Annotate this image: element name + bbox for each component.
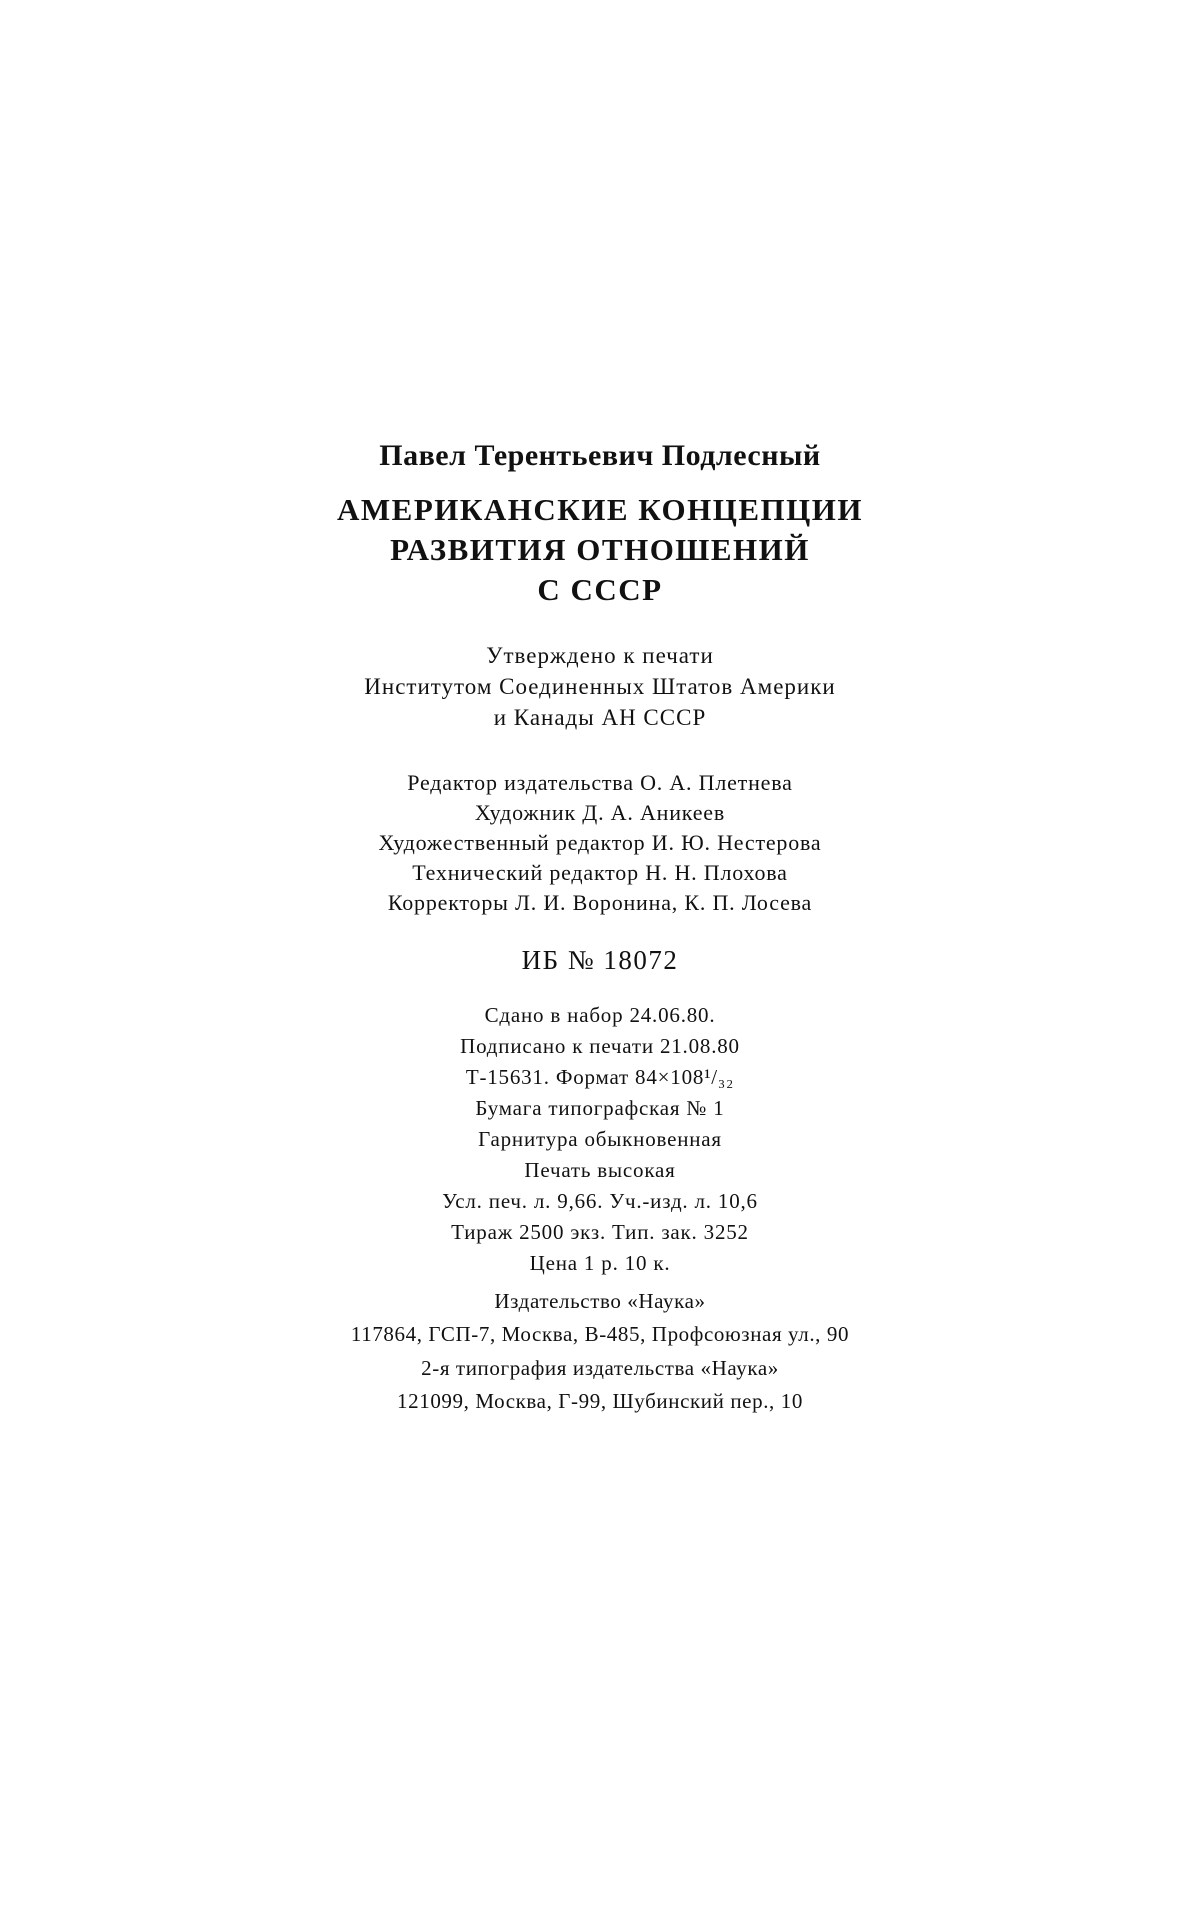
author-name-block (0, 436, 1200, 476)
printer-line: 2-я типография издательства «Наука» (421, 1356, 779, 1380)
staff-line: Художественный редактор И. Ю. Нестерова (378, 830, 822, 855)
print-detail-line: Бумага типографская № 1 (475, 1096, 725, 1120)
editorial-staff (0, 768, 1200, 918)
printer-address: 121099, Москва, Г-99, Шубинский пер., 10 (397, 1389, 803, 1413)
book-title (0, 490, 1200, 610)
approval-line: и Канады АН СССР (493, 705, 707, 730)
print-detail-line: Т-15631. Формат 84×108¹/₃₂ (465, 1065, 735, 1089)
publisher-address: 117864, ГСП-7, Москва, В-485, Профсоюзная ул., 90 (350, 1322, 850, 1346)
ib-number: ИБ № 18072 (521, 945, 679, 975)
staff-line: Редактор издательства О. А. Плетнева (407, 770, 793, 795)
printer-info (0, 1352, 1200, 1418)
print-details (0, 1000, 1200, 1279)
print-detail-line: Тираж 2500 экз. Тип. зак. 3252 (451, 1220, 749, 1244)
author-name: Павел Терентьевич Подлесный (379, 439, 821, 472)
title-line: С СССР (537, 572, 663, 607)
staff-line: Художник Д. А. Аникеев (474, 800, 726, 825)
print-detail-line: Цена 1 р. 10 к. (529, 1251, 671, 1275)
print-detail-line: Гарнитура обыкновенная (478, 1127, 722, 1151)
staff-line: Корректоры Л. И. Воронина, К. П. Лосева (387, 890, 813, 915)
print-detail-line: Печать высокая (524, 1158, 676, 1182)
publisher-line: Издательство «Наука» (494, 1289, 706, 1313)
approval-line: Институтом Соединенных Штатов Америки (364, 674, 836, 699)
print-detail-line: Подписано к печати 21.08.80 (460, 1034, 740, 1058)
title-line: АМЕРИКАНСКИЕ КОНЦЕПЦИИ (337, 492, 863, 527)
approval-line: Утверждено к печати (486, 643, 714, 668)
publisher-info (0, 1285, 1200, 1351)
staff-line: Технический редактор Н. Н. Плохова (412, 860, 788, 885)
title-line: РАЗВИТИЯ ОТНОШЕНИЙ (390, 532, 810, 567)
approval-note (0, 640, 1200, 733)
print-detail-line: Сдано в набор 24.06.80. (484, 1003, 716, 1027)
ib-number-block (0, 942, 1200, 978)
print-detail-line: Усл. печ. л. 9,66. Уч.-изд. л. 10,6 (442, 1189, 758, 1213)
